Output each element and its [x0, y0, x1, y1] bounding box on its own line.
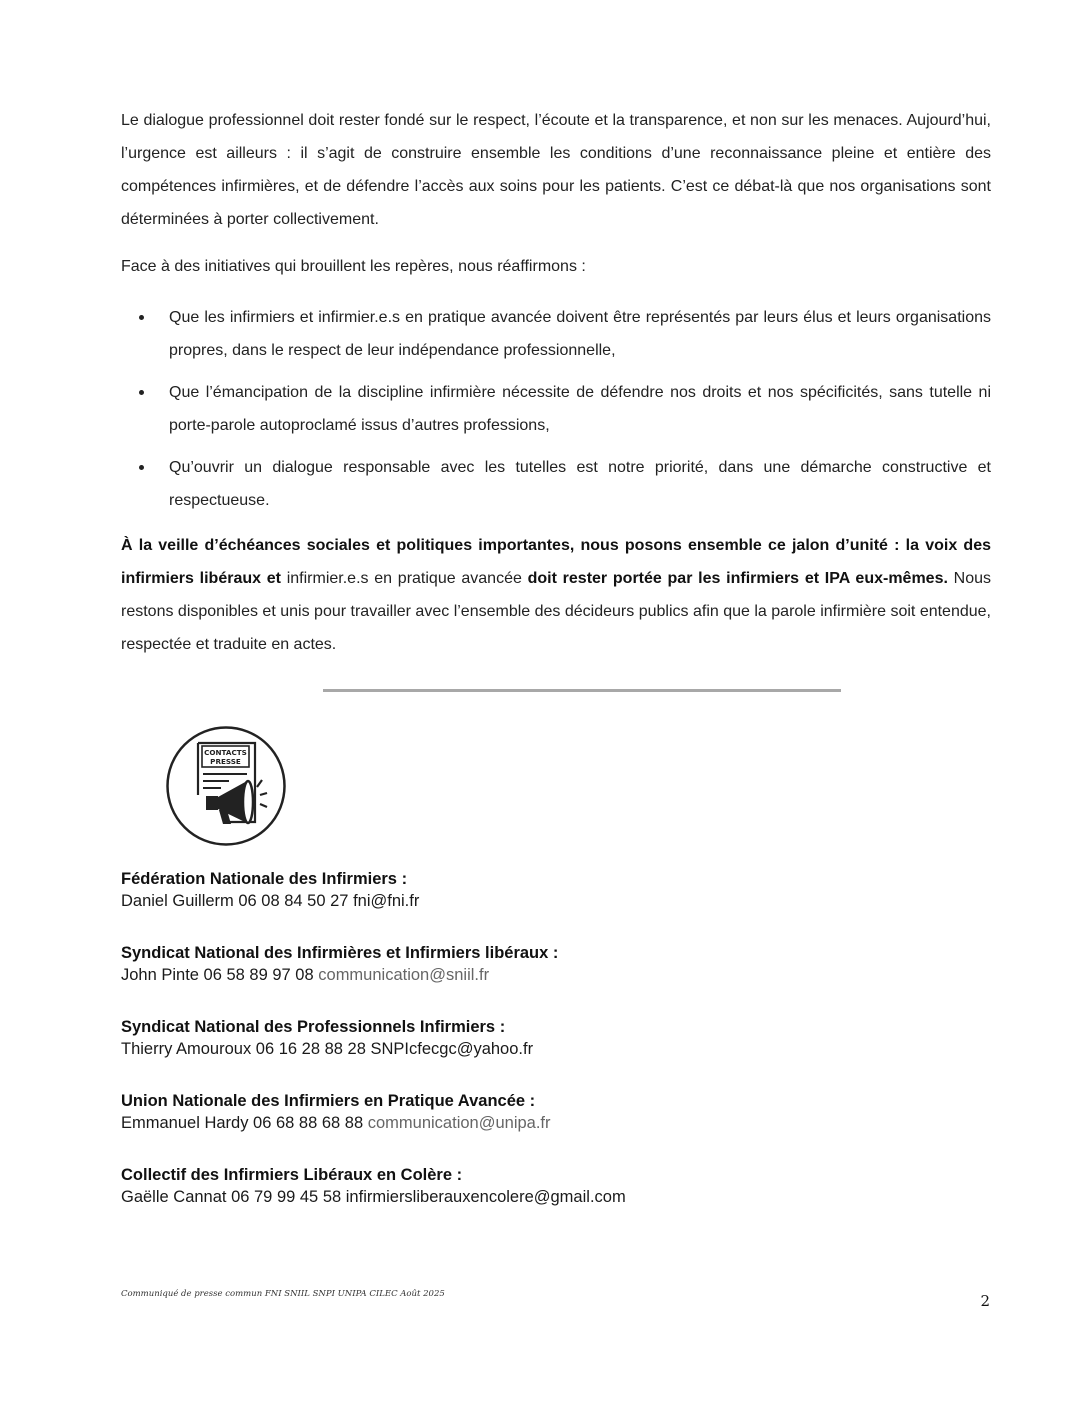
contact-email-link[interactable]: SNPIcfecgc@yahoo.fr	[370, 1040, 534, 1058]
paragraph-intro: Face à des initiatives qui brouillent les repères, nous réaffirmons :	[121, 258, 586, 275]
org-name: Union Nationale des Infirmiers en Pratique Avancée :	[121, 1092, 536, 1110]
closing-regular-2: Nous restons disponibles et unis pour travailler avec l’ensemble des décideurs publics afin que la parole infirmière soit entendue, respectée et traduite en actes.	[121, 570, 991, 653]
contact-line	[121, 1112, 821, 1134]
contact-snpi	[121, 1016, 821, 1060]
contact-unipa	[121, 1090, 821, 1134]
logo-text-line1: CONTACTS	[204, 748, 247, 757]
list-item-text: Que l’émancipation de la discipline infirmière nécessite de défendre nos droits et nos spécificités, sans tutelle ni porte-parole autoproclamé issus d’autres professions,	[169, 384, 991, 434]
page-number: 2	[980, 1292, 990, 1310]
contact-email-link[interactable]: communication@unipa.fr	[367, 1114, 551, 1132]
contact-person: Daniel Guillerm 06 08 84 50 27	[121, 892, 349, 910]
list-item-text: Que les infirmiers et infirmier.e.s en pratique avancée doivent être représentés par leurs élus et leurs organisations propres, dans le respect de leur indépendance professionnelle,	[169, 309, 991, 359]
section-divider	[323, 689, 841, 692]
contact-line	[121, 890, 821, 912]
list-item	[121, 451, 991, 517]
press-contacts	[121, 868, 821, 1238]
org-name: Syndicat National des Professionnels Infirmiers :	[121, 1018, 506, 1036]
contact-line	[121, 1186, 821, 1208]
contact-email-link[interactable]: fni@fni.fr	[353, 892, 420, 910]
contact-cilec	[121, 1164, 821, 1208]
list-item-text: Qu’ouvrir un dialogue responsable avec les tutelles est notre priorité, dans une démarche constructive et respectueuse.	[169, 459, 991, 509]
org-name: Collectif des Infirmiers Libéraux en Colère :	[121, 1166, 463, 1184]
contact-person: John Pinte 06 58 89 97 08	[121, 966, 314, 984]
closing-bold-2: doit rester portée par les infirmiers et IPA eux-mêmes.	[527, 570, 948, 587]
contact-person: Thierry Amouroux 06 16 28 88 28	[121, 1040, 366, 1058]
bullet-icon	[139, 390, 144, 395]
bullet-icon	[139, 315, 144, 320]
contact-email-link[interactable]: infirmiersliberauxencolere@gmail.com	[345, 1188, 626, 1206]
list-item	[121, 376, 991, 442]
paragraph-dialogue: Le dialogue professionnel doit rester fondé sur le respect, l’écoute et la transparence, et non sur les menaces. Aujourd’hui, l’urgence est ailleurs : il s’agit de construire ensemble les conditions d’une reconnaissance pleine et entière des compétences infirmières, et de défendre l’accès aux soins pour les patients. C’est ce débat-là que nos organisations sont déterminées à porter collectivement.	[121, 112, 991, 228]
bullet-list	[121, 301, 991, 517]
org-name: Fédération Nationale des Infirmiers :	[121, 870, 408, 888]
contact-person: Gaëlle Cannat 06 79 99 45 58	[121, 1188, 342, 1206]
contact-line	[121, 1038, 821, 1060]
paragraph-closing	[121, 529, 991, 661]
list-item	[121, 301, 991, 367]
closing-bold-1: À la veille d’échéances sociales et politiques importantes, nous posons ensemble ce jalon d’unité : la voix des infirmiers libéraux et	[121, 537, 991, 587]
footer-text: Communiqué de presse commun FNI SNIIL SNPI UNIPA CILEC Août 2025	[121, 1289, 445, 1299]
bullet-icon	[139, 465, 144, 470]
logo-text-line2: PRESSE	[210, 757, 241, 766]
contact-line	[121, 964, 821, 986]
org-name: Syndicat National des Infirmières et Infirmiers libéraux :	[121, 944, 559, 962]
contact-person: Emmanuel Hardy 06 68 88 68 88	[121, 1114, 364, 1132]
document-body	[121, 104, 991, 661]
closing-regular-1: infirmier.e.s en pratique avancée	[280, 570, 528, 587]
press-contacts-megaphone-icon	[165, 725, 287, 847]
contact-sniil	[121, 942, 821, 986]
contact-fni	[121, 868, 821, 912]
contact-email-link[interactable]: communication@sniil.fr	[318, 966, 490, 984]
